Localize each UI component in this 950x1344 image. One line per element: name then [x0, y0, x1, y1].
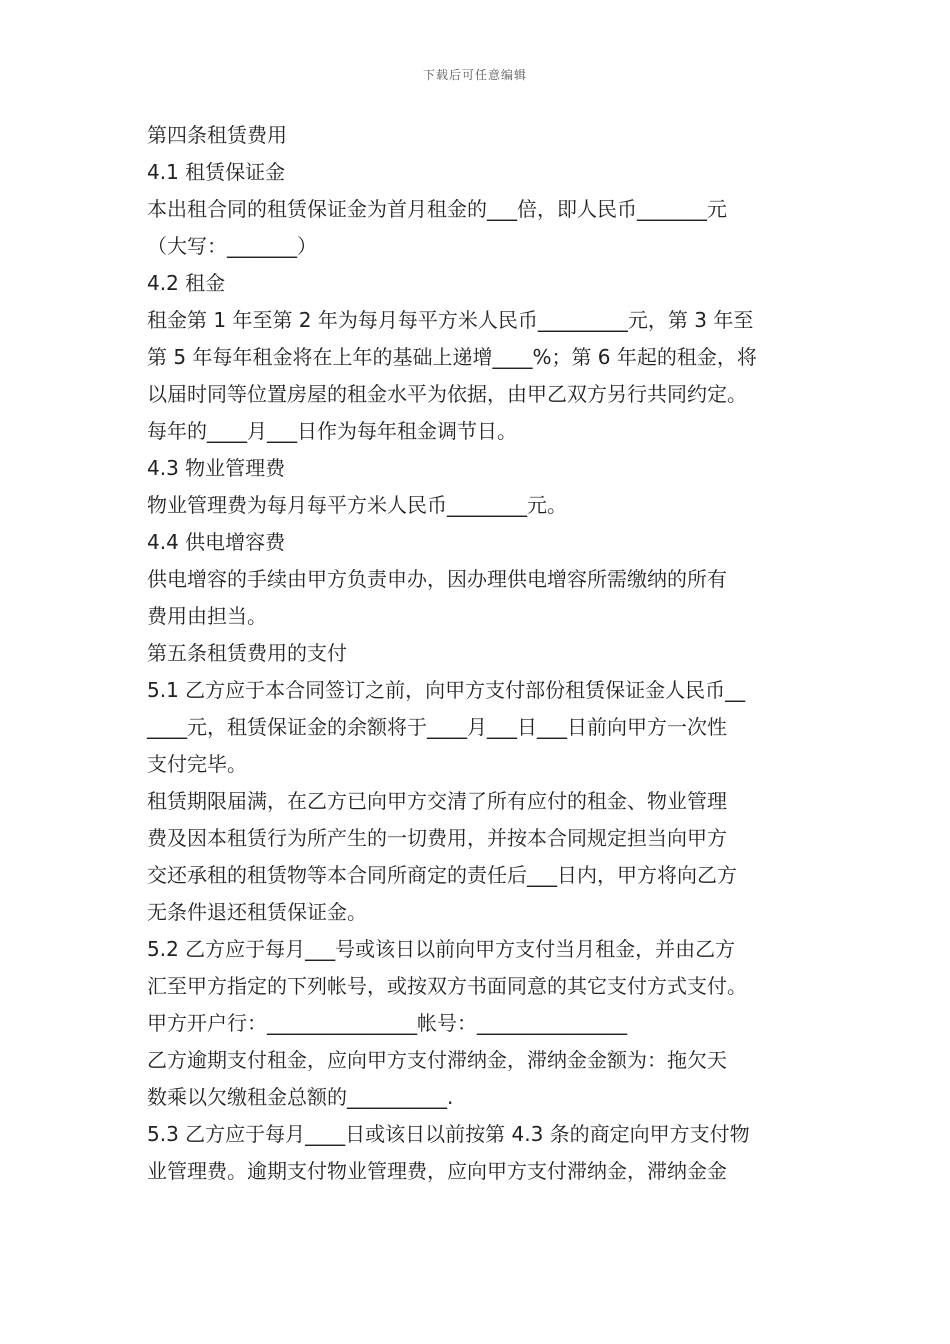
paragraph-line: 无条件退还租赁保证金。	[147, 900, 367, 924]
page-header: 下载后可任意编辑	[422, 68, 527, 82]
paragraph-line: ____元，租赁保证金的余额将于____月___日___日前向甲方一次性	[147, 715, 727, 739]
paragraph-line: 租赁期限届满，在乙方已向甲方交清了所有应付的租金、物业管理	[147, 789, 727, 813]
paragraph-line: 以届时同等位置房屋的租金水平为依据，由甲乙双方另行共同约定。	[147, 382, 747, 406]
paragraph-line: 5.2 乙方应于每月___号或该日以前向甲方支付当月租金，并由乙方	[147, 937, 736, 961]
clause-heading: 4.3 物业管理费	[147, 456, 286, 480]
paragraph-line: 支付完毕。	[147, 752, 247, 776]
paragraph-line: 乙方逾期支付租金，应向甲方支付滞纳金，滞纳金金额为：拖欠天	[147, 1048, 727, 1072]
paragraph-line: 第 5 年每年租金将在上年的基础上递增____%；第 6 年起的租金，将	[147, 345, 757, 369]
paragraph-line: 汇至甲方指定的下列帐号，或按双方书面同意的其它支付方式支付。	[147, 974, 747, 998]
paragraph-line: 业管理费。逾期支付物业管理费，应向甲方支付滞纳金，滞纳金金	[147, 1159, 727, 1183]
paragraph-line: 5.1 乙方应于本合同签订之前，向甲方支付部份租赁保证金人民币__	[147, 678, 746, 702]
section-heading: 第五条租赁费用的支付	[147, 641, 347, 665]
paragraph-line: 租金第 1 年至第 2 年为每月每平方米人民币_________元，第 3 年至	[147, 308, 754, 332]
paragraph-line: 物业管理费为每月每平方米人民币________元。	[147, 493, 567, 517]
paragraph-line: 数乘以欠缴租金总额的__________.	[147, 1085, 454, 1109]
paragraph-line: （大写：_______）	[147, 234, 317, 258]
clause-heading: 4.1 租赁保证金	[147, 160, 286, 184]
paragraph-line: 甲方开户行：_______________帐号：_______________	[147, 1011, 627, 1035]
paragraph-line: 费及因本租赁行为所产生的一切费用，并按本合同规定担当向甲方	[147, 826, 727, 850]
clause-heading: 4.2 租金	[147, 271, 226, 295]
paragraph-line: 交还承租的租赁物等本合同所商定的责任后___日内，甲方将向乙方	[147, 863, 737, 887]
paragraph-line: 每年的____月___日作为每年租金调节日。	[147, 419, 517, 443]
paragraph-line: 本出租合同的租赁保证金为首月租金的___倍，即人民币_______元	[147, 197, 727, 221]
paragraph-line: 5.3 乙方应于每月____日或该日以前按第 4.3 条的商定向甲方支付物	[147, 1122, 750, 1146]
document-body	[147, 117, 837, 1190]
clause-heading: 4.4 供电增容费	[147, 530, 286, 554]
paragraph-line: 供电增容的手续由甲方负责申办，因办理供电增容所需缴纳的所有	[147, 567, 727, 591]
section-heading: 第四条租赁费用	[147, 123, 287, 147]
paragraph-line: 费用由担当。	[147, 604, 267, 628]
